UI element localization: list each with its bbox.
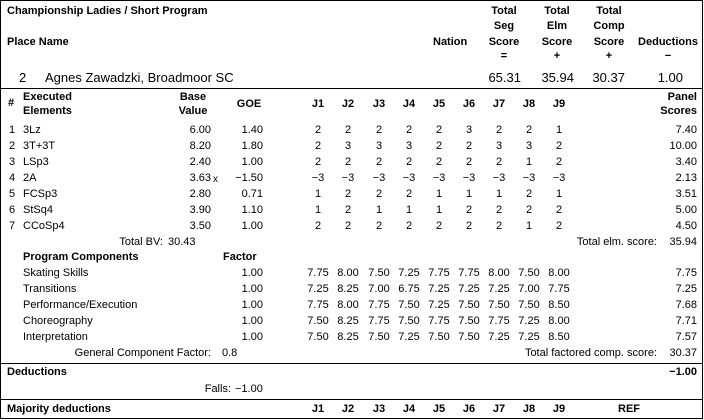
skater-tss: 65.31 <box>488 70 521 85</box>
element-panel-score: 10.00 <box>669 140 697 152</box>
majority-judge-header-7: J7 <box>492 403 506 415</box>
judge-goe-1: 2 <box>314 124 322 136</box>
judge-goe-6: 3 <box>465 124 473 136</box>
judge-goe-6: 2 <box>465 220 473 232</box>
judge-component-7: 8.00 <box>488 267 510 279</box>
deductions-label: Deductions <box>7 366 67 378</box>
skater-tes: 35.94 <box>541 70 574 85</box>
judge-goe-6: −3 <box>462 172 476 184</box>
element-code: CCoSp4 <box>23 220 65 232</box>
majority-judge-header-8: J8 <box>522 403 536 415</box>
judge-header-4: J4 <box>402 98 416 110</box>
nation-header: Nation <box>433 36 468 48</box>
element-number: 4 <box>9 172 16 184</box>
judge-goe-6: 1 <box>465 188 473 200</box>
judge-goe-2: 2 <box>344 124 352 136</box>
element-number: 1 <box>9 124 16 136</box>
judge-goe-2: 2 <box>344 156 352 168</box>
judge-component-4: 7.50 <box>398 315 420 327</box>
component-factor: 1.00 <box>241 331 263 343</box>
segment-title: Championship Ladies / Short Program <box>7 5 208 17</box>
judge-component-9: 8.00 <box>548 267 570 279</box>
element-goe: −1.50 <box>235 172 263 184</box>
element-code: FCSp3 <box>23 188 58 200</box>
judge-component-6: 7.50 <box>458 331 480 343</box>
majority-judge-header-1: J1 <box>311 403 325 415</box>
element-goe: 1.80 <box>241 140 263 152</box>
judge-goe-2: −3 <box>341 172 355 184</box>
judge-goe-4: 2 <box>405 156 413 168</box>
judge-component-4: 7.50 <box>398 299 420 311</box>
judge-goe-5: 2 <box>435 140 443 152</box>
judge-goe-4: 1 <box>405 204 413 216</box>
element-panel-score: 5.00 <box>675 204 697 216</box>
judge-goe-9: −3 <box>552 172 566 184</box>
majority-judge-header-9: J9 <box>552 403 566 415</box>
majority-deductions-label: Majority deductions <box>7 403 111 415</box>
judge-goe-1: 2 <box>314 156 322 168</box>
element-base-value: 2.80 <box>189 188 211 200</box>
element-panel-score: 4.50 <box>675 220 697 232</box>
majority-judge-header-3: J3 <box>372 403 386 415</box>
judge-goe-8: 2 <box>525 188 533 200</box>
component-name: Transitions <box>23 283 77 295</box>
judge-goe-4: 2 <box>405 124 413 136</box>
total-bv-label: Total BV: <box>119 236 163 248</box>
judge-component-7: 7.25 <box>488 283 510 295</box>
component-panel-score: 7.68 <box>675 299 697 311</box>
judge-component-3: 7.75 <box>368 299 390 311</box>
judge-component-6: 7.50 <box>458 315 480 327</box>
judge-goe-5: 2 <box>435 156 443 168</box>
judge-component-8: 7.25 <box>518 315 540 327</box>
element-base-value: 3.50 <box>189 220 211 232</box>
judge-component-3: 7.50 <box>368 267 390 279</box>
judge-component-9: 8.50 <box>548 299 570 311</box>
judge-component-8: 7.50 <box>518 267 540 279</box>
skater-place: 2 <box>19 70 27 85</box>
component-factor: 1.00 <box>241 283 263 295</box>
judge-component-8: 7.50 <box>518 299 540 311</box>
judge-goe-2: 2 <box>344 220 352 232</box>
element-code: 3T+3T <box>23 140 56 152</box>
judge-goe-5: 1 <box>435 188 443 200</box>
judge-component-4: 7.25 <box>398 331 420 343</box>
element-base-value: 3.63 <box>189 172 211 184</box>
judge-goe-7: 2 <box>495 204 503 216</box>
referee-header: REF <box>618 403 640 415</box>
majority-judge-header-4: J4 <box>402 403 416 415</box>
judge-component-2: 8.25 <box>337 283 359 295</box>
judge-goe-1: 2 <box>314 220 322 232</box>
falls-label: Falls: <box>204 383 231 395</box>
judge-component-7: 7.75 <box>488 315 510 327</box>
judge-component-8: 7.25 <box>518 331 540 343</box>
element-number: 6 <box>9 204 16 216</box>
judge-goe-6: 2 <box>465 140 473 152</box>
skater-deductions: 1.00 <box>657 70 683 85</box>
judge-goe-5: 2 <box>435 124 443 136</box>
judge-goe-6: 2 <box>465 204 473 216</box>
deductions-value: −1.00 <box>669 366 697 378</box>
component-panel-score: 7.25 <box>675 283 697 295</box>
judge-goe-2: 2 <box>344 188 352 200</box>
judge-goe-3: 3 <box>375 140 383 152</box>
majority-judge-header-2: J2 <box>341 403 355 415</box>
component-panel-score: 7.75 <box>675 267 697 279</box>
total-fcs-label: Total factored comp. score: <box>524 347 657 359</box>
place-name-header: Place Name <box>7 36 69 48</box>
judge-goe-8: 1 <box>525 220 533 232</box>
judge-goe-3: 2 <box>375 156 383 168</box>
judge-header-9: J9 <box>552 98 566 110</box>
judge-component-8: 7.00 <box>518 283 540 295</box>
component-factor: 1.00 <box>241 315 263 327</box>
component-panel-score: 7.71 <box>675 315 697 327</box>
judge-component-6: 7.50 <box>458 299 480 311</box>
component-name: Interpretation <box>23 331 88 343</box>
judge-component-7: 7.50 <box>488 299 510 311</box>
judge-header-1: J1 <box>311 98 325 110</box>
judge-goe-1: 2 <box>314 140 322 152</box>
factor-header: Factor <box>223 251 257 263</box>
element-number: 2 <box>9 140 16 152</box>
judge-component-2: 8.25 <box>337 331 359 343</box>
element-goe: 0.71 <box>241 188 263 200</box>
element-base-value: 6.00 <box>189 124 211 136</box>
element-bonus-flag: x <box>213 174 218 185</box>
judge-goe-2: 3 <box>344 140 352 152</box>
judge-goe-3: 1 <box>375 204 383 216</box>
element-number: 7 <box>9 220 16 232</box>
judge-goe-9: 1 <box>555 188 563 200</box>
judge-goe-9: 2 <box>555 140 563 152</box>
judge-goe-1: 1 <box>314 204 322 216</box>
component-name: Performance/Execution <box>23 299 138 311</box>
judge-component-5: 7.25 <box>428 299 450 311</box>
component-name: Skating Skills <box>23 267 89 279</box>
judge-component-1: 7.25 <box>307 283 329 295</box>
judge-goe-5: −3 <box>432 172 446 184</box>
judge-component-5: 7.75 <box>428 267 450 279</box>
protocol-sheet: Championship Ladies / Short Program Place Name Nation Total Seg Score = Total Elm Score + Total Comp Score + Deductions − 2 Agnes Zawadzki, Broadmoor SC 65.31 35.94 30.37 1.00 # Executed Elements Base Value GOE J1 J2 J3 J4 J5 J6 J7 J8 J9 Panel Scores 1 3Lz 6.00 1.40 2 2 2 2 2 3 2 2 1 7.40 2 3T+3T 8.20 1.80 2 3 3 3 2 2 3 3 2 10.00 3 LSp3 2.40 1.00 2 2 2 2 2 2 2 1 2 3.40 4 2A 3.63 x −1.50 −3 −3 −3 −3 −3 −3 −3 −3 −3 2.13 5 FCSp3 2.80 0.71 1 2 2 2 1 1 1 2 1 3.51 6 StSq4 3.90 1.10 1 2 1 1 1 2 2 2 2 5.00 7 CCoSp4 3.50 1.00 2 2 2 2 2 2 2 1 2 4.50 Total BV: 30.43 Total elm. score: 35.94 Program Components Factor Skating Skills 1.00 7.75 8.00 7.50 7.25 7.75 7.75 8.00 7.50 8.00 7.75 Transitions 1.00 7.25 8.25 7.00 6.75 7.25 7.25 7.25 7.00 7.75 7.25 Performance/Execution 1.00 7.75 8.00 7.75 7.50 7.25 7.50 7.50 7.50 8.50 7.68 Choreography 1.00 7.50 8.25 7.75 7.50 7.75 7.50 7.75 7.25 8.00 7.71 Interpretation 1.00 7.50 8.25 7.50 7.25 7.50 7.50 7.25 7.25 8.50 7.57 General Component Factor: 0.8 Total factored comp. score: 30.37 Deductions −1.00 Falls: −1.00 Majority deductions J1 J2 J3 J4 J5 J6 J7 J8 J9 REF <box>0 0 703 419</box>
judge-goe-8: 2 <box>525 204 533 216</box>
skater-name: Agnes Zawadzki, Broadmoor SC <box>45 70 234 85</box>
judge-component-9: 7.75 <box>548 283 570 295</box>
component-factor: 1.00 <box>241 299 263 311</box>
majority-judge-header-6: J6 <box>462 403 476 415</box>
element-panel-score: 7.40 <box>675 124 697 136</box>
element-base-value: 2.40 <box>189 156 211 168</box>
element-panel-score: 2.13 <box>675 172 697 184</box>
falls-value: −1.00 <box>235 383 263 395</box>
judge-goe-3: 2 <box>375 124 383 136</box>
judge-goe-4: 3 <box>405 140 413 152</box>
component-factor: 1.00 <box>241 267 263 279</box>
judge-component-5: 7.50 <box>428 331 450 343</box>
divider <box>1 363 703 364</box>
judge-goe-6: 2 <box>465 156 473 168</box>
judge-goe-4: 2 <box>405 220 413 232</box>
judge-component-1: 7.75 <box>307 299 329 311</box>
total-elm-value: 35.94 <box>669 236 697 248</box>
judge-header-2: J2 <box>341 98 355 110</box>
judge-goe-8: 2 <box>525 124 533 136</box>
judge-component-1: 7.75 <box>307 267 329 279</box>
gcf-value: 0.8 <box>222 347 238 359</box>
judge-component-4: 7.25 <box>398 267 420 279</box>
judge-component-6: 7.75 <box>458 267 480 279</box>
judge-goe-7: −3 <box>492 172 506 184</box>
judge-goe-9: 1 <box>555 124 563 136</box>
judge-goe-1: 1 <box>314 188 322 200</box>
element-number: 5 <box>9 188 16 200</box>
element-code: StSq4 <box>23 204 53 216</box>
components-header: Program Components <box>23 251 139 263</box>
element-goe: 1.40 <box>241 124 263 136</box>
judge-goe-3: 2 <box>375 220 383 232</box>
judge-header-8: J8 <box>522 98 536 110</box>
total-bv-value: 30.43 <box>168 236 196 248</box>
judge-goe-7: 2 <box>495 124 503 136</box>
judge-component-2: 8.00 <box>337 299 359 311</box>
judge-component-9: 8.50 <box>548 331 570 343</box>
element-goe: 1.00 <box>241 156 263 168</box>
judge-component-3: 7.75 <box>368 315 390 327</box>
judge-component-9: 8.00 <box>548 315 570 327</box>
judge-component-3: 7.50 <box>368 331 390 343</box>
majority-judge-header-5: J5 <box>432 403 446 415</box>
element-goe: 1.00 <box>241 220 263 232</box>
judge-component-1: 7.50 <box>307 331 329 343</box>
judge-component-4: 6.75 <box>398 283 420 295</box>
judge-header-5: J5 <box>432 98 446 110</box>
judge-goe-7: 1 <box>495 188 503 200</box>
divider <box>1 88 703 89</box>
element-code: LSp3 <box>23 156 49 168</box>
judge-goe-7: 3 <box>495 140 503 152</box>
judge-goe-7: 2 <box>495 156 503 168</box>
judge-goe-5: 2 <box>435 220 443 232</box>
judge-header-3: J3 <box>372 98 386 110</box>
judge-goe-4: −3 <box>402 172 416 184</box>
element-code: 3Lz <box>23 124 41 136</box>
element-base-value: 8.20 <box>189 140 211 152</box>
element-base-value: 3.90 <box>189 204 211 216</box>
judge-component-7: 7.25 <box>488 331 510 343</box>
judge-goe-3: 2 <box>375 188 383 200</box>
element-code: 2A <box>23 172 37 184</box>
skater-pcs: 30.37 <box>592 70 625 85</box>
judge-component-5: 7.25 <box>428 283 450 295</box>
judge-goe-1: −3 <box>311 172 325 184</box>
judge-goe-9: 2 <box>555 204 563 216</box>
judge-goe-5: 1 <box>435 204 443 216</box>
element-panel-score: 3.40 <box>675 156 697 168</box>
judge-header-6: J6 <box>462 98 476 110</box>
divider <box>1 399 703 400</box>
judge-goe-9: 2 <box>555 156 563 168</box>
judge-goe-8: 1 <box>525 156 533 168</box>
judge-goe-8: −3 <box>522 172 536 184</box>
element-number: 3 <box>9 156 16 168</box>
judge-component-1: 7.50 <box>307 315 329 327</box>
component-panel-score: 7.57 <box>675 331 697 343</box>
judge-component-2: 8.00 <box>337 267 359 279</box>
judge-header-7: J7 <box>492 98 506 110</box>
judge-goe-7: 2 <box>495 220 503 232</box>
judge-component-2: 8.25 <box>337 315 359 327</box>
judge-goe-8: 3 <box>525 140 533 152</box>
judge-component-6: 7.25 <box>458 283 480 295</box>
total-fcs-value: 30.37 <box>669 347 697 359</box>
judge-component-5: 7.75 <box>428 315 450 327</box>
component-name: Choreography <box>23 315 93 327</box>
judge-goe-3: −3 <box>372 172 386 184</box>
gcf-label: General Component Factor: <box>74 347 211 359</box>
judge-goe-9: 2 <box>555 220 563 232</box>
element-goe: 1.10 <box>241 204 263 216</box>
element-panel-score: 3.51 <box>675 188 697 200</box>
total-elm-label: Total elm. score: <box>576 236 657 248</box>
judge-component-3: 7.00 <box>368 283 390 295</box>
judge-goe-4: 2 <box>405 188 413 200</box>
judge-goe-2: 2 <box>344 204 352 216</box>
